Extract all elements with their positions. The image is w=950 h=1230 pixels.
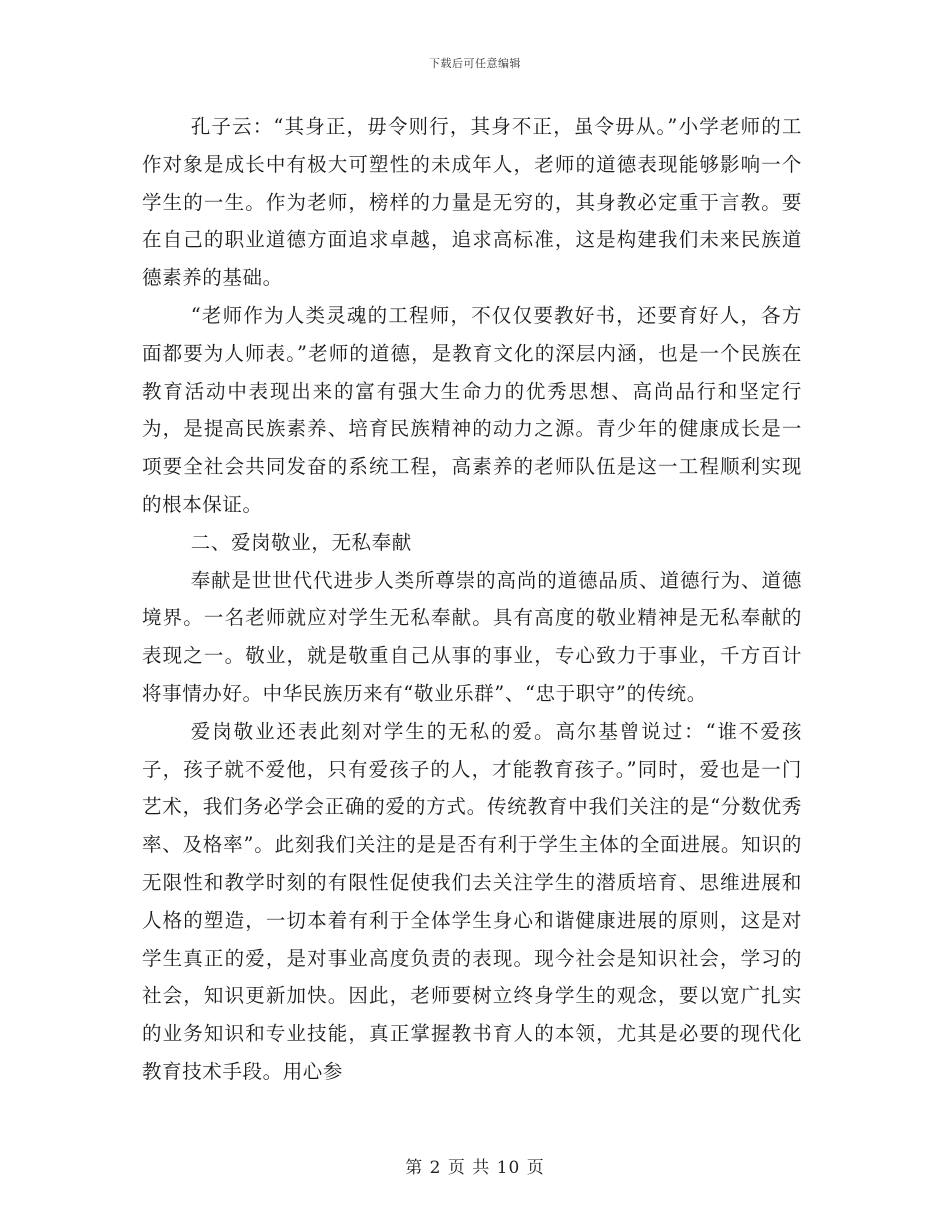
paragraph: “老师作为人类灵魂的工程师，不仅仅要教好书，还要育好人，各方面都要为人师表。”老师的道德，是教育文化的深层内涵，也是一个民族在教育活动中表现出来的富有强大生命力的优秀思想、高尚品行和坚定行为，是提高民族素养、培育民族精神的动力之源。青少年的健康成长是一项要全社会共同发奋的系统工程，高素养的老师队伍是这一工程顺利实现的根本保证。 [142, 303, 802, 516]
page-number-footer: 第 2 页 共 10 页 [405, 1158, 545, 1178]
page-header: 下载后可任意编辑 [429, 57, 521, 70]
paragraph: 孔子云：“其身正，毋令则行，其身不正，虽令毋从。”小学老师的工作对象是成长中有极大可塑性的未成年人，老师的道德表现能够影响一个学生的一生。作为老师，榜样的力量是无穷的，其身教必定重于言教。要在自己的职业道德方面追求卓越，追求高标准，这是构建我们未来民族道德素养的基础。 [142, 115, 802, 290]
document-body [142, 108, 802, 1091]
paragraph: 奉献是世世代代进步人类所尊崇的高尚的道德品质、道德行为、道德境界。一名老师就应对学生无私奉献。具有高度的敬业精神是无私奉献的表现之一。敬业，就是敬重自己从事的事业，专心致力于事业，千方百计将事情办好。中华民族历来有“敬业乐群”、“忠于职守”的传统。 [142, 568, 802, 705]
paragraph: 爱岗敬业还表此刻对学生的无私的爱。高尔基曾说过：“谁不爱孩子，孩子就不爱他，只有爱孩子的人，才能教育孩子。”同时，爱也是一门艺术，我们务必学会正确的爱的方式。传统教育中我们关注的是“分数优秀率、及格率”。此刻我们关注的是是否有利于学生主体的全面进展。知识的无限性和教学时刻的有限性促使我们去关注学生的潜质培育、思维进展和人格的塑造，一切本着有利于全体学生身心和谐健康进展的原则，这是对学生真正的爱，是对事业高度负责的表现。现今社会是知识社会，学习的社会，知识更新加快。因此，老师要树立终身学生的观念，要以宽广扎实的业务知识和专业技能，真正掌握教书育人的本领，尤其是必要的现代化教育技术手段。用心参 [142, 719, 802, 1083]
section-heading: 二、爱岗敬业，无私奉献 [190, 530, 412, 554]
